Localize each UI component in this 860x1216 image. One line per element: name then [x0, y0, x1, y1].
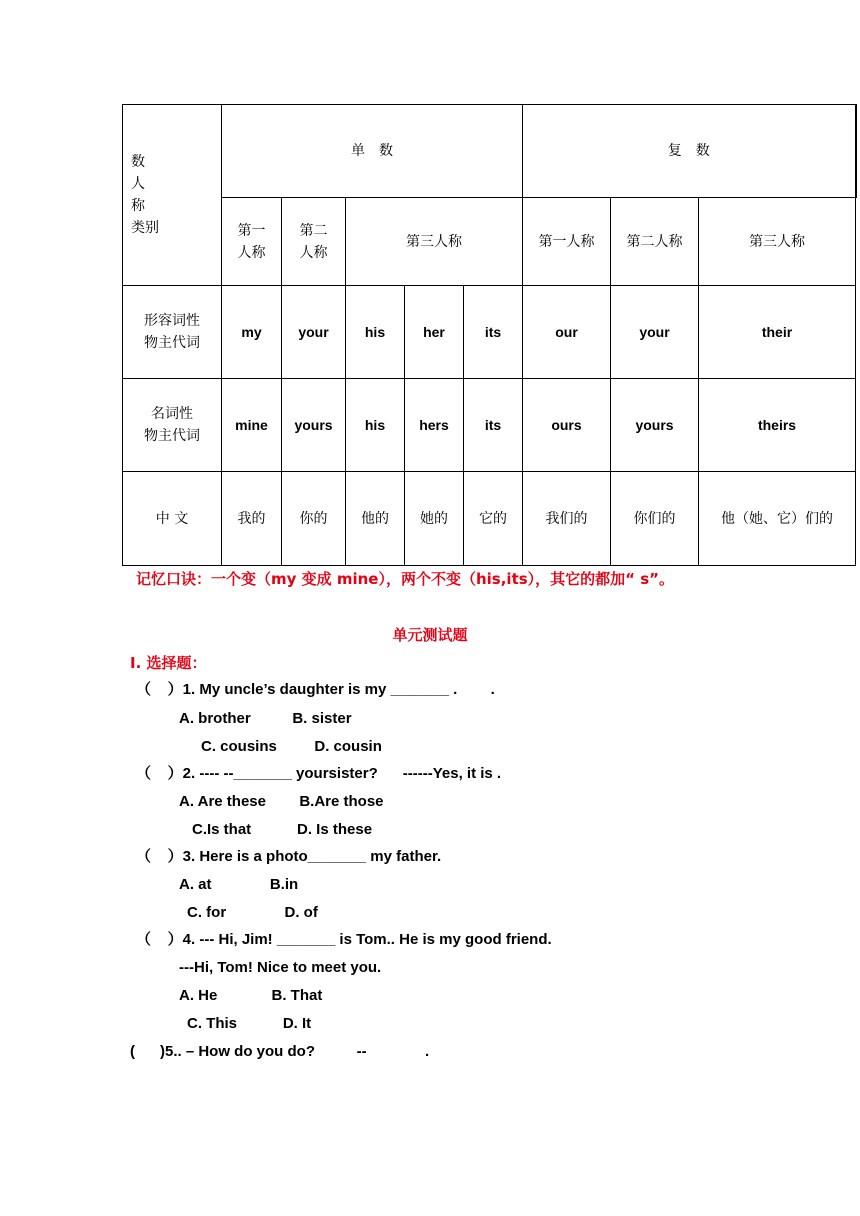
second-person-plural: 第二人称: [611, 198, 699, 286]
first-person-plural: 第一人称: [523, 198, 611, 286]
question-line: A. brother B. sister: [179, 710, 352, 727]
corner-line: 数: [131, 154, 145, 170]
table-cell: his: [346, 286, 405, 379]
row-label: 名词性 物主代词: [123, 379, 222, 472]
table-cell: our: [523, 286, 611, 379]
table-row: [123, 379, 856, 472]
table-cell: my: [222, 286, 282, 379]
table-cell: mine: [222, 379, 282, 472]
table-cell: your: [282, 286, 346, 379]
question-line: C.Is that D. Is these: [192, 821, 373, 838]
table-row: [123, 472, 856, 566]
question-line: A. Are these B.Are those: [179, 793, 384, 810]
table-cell: 她的: [405, 472, 464, 566]
table-cell: your: [611, 286, 699, 379]
question-line: （ ）2. ---- --_______ yoursister? ------Yes, it is .: [136, 765, 502, 782]
question-line: （ ）3. Here is a photo_______ my father.: [136, 848, 442, 865]
test-title: 单元测试题: [392, 626, 468, 644]
question-line: C. for D. of: [187, 904, 318, 921]
table-cell: yours: [611, 379, 699, 472]
corner-line: 类别: [131, 220, 159, 236]
pronoun-table: [122, 104, 857, 566]
third-person-plural: 第三人称: [699, 198, 856, 286]
table-cell: her: [405, 286, 464, 379]
table-cell: 你的: [282, 472, 346, 566]
row-label: 形容词性 物主代词: [123, 286, 222, 379]
table-cell: 我的: [222, 472, 282, 566]
singular-header: 单 数: [222, 105, 523, 198]
question-line: ( )5.. – How do you do? -- .: [130, 1043, 430, 1060]
corner-line: 人: [131, 176, 145, 192]
table-cell: their: [699, 286, 856, 379]
question-line: A. He B. That: [179, 987, 323, 1004]
question-line: （ ）4. --- Hi, Jim! _______ is Tom.. He is my good friend.: [136, 931, 552, 948]
question-line: A. at B.in: [179, 876, 299, 893]
memory-tip: 记忆口诀：一个变（my 变成 mine），两个不变（his,its），其它的都加“ s”。: [136, 570, 675, 588]
table-cell: 它的: [464, 472, 523, 566]
third-person-singular: 第三人称: [346, 198, 523, 286]
plural-header: 复 数: [523, 105, 856, 198]
table-cell: hers: [405, 379, 464, 472]
table-cell: its: [464, 286, 523, 379]
table-cell: its: [464, 379, 523, 472]
table-cell: 你们的: [611, 472, 699, 566]
table-cell: yours: [282, 379, 346, 472]
question-line: （ ）1. My uncle’s daughter is my _______ . .: [136, 681, 495, 698]
table-cell: 他（她、它）们的: [699, 472, 856, 566]
table-row: [123, 286, 856, 379]
question-line: C. This D. It: [187, 1015, 312, 1032]
table-cell: 他的: [346, 472, 405, 566]
table-cell: his: [346, 379, 405, 472]
row-label: 中 文: [123, 472, 222, 566]
table-cell: theirs: [699, 379, 856, 472]
first-person-singular: 第一 人称: [222, 198, 282, 286]
section-title: I. 选择题：: [130, 654, 207, 672]
corner-line: 称: [131, 198, 145, 214]
corner-header: [123, 105, 222, 286]
table-cell: ours: [523, 379, 611, 472]
question-line: ---Hi, Tom! Nice to meet you.: [179, 959, 382, 976]
question-line: C. cousins D. cousin: [201, 738, 382, 755]
second-person-singular: 第二 人称: [282, 198, 346, 286]
table-cell: 我们的: [523, 472, 611, 566]
